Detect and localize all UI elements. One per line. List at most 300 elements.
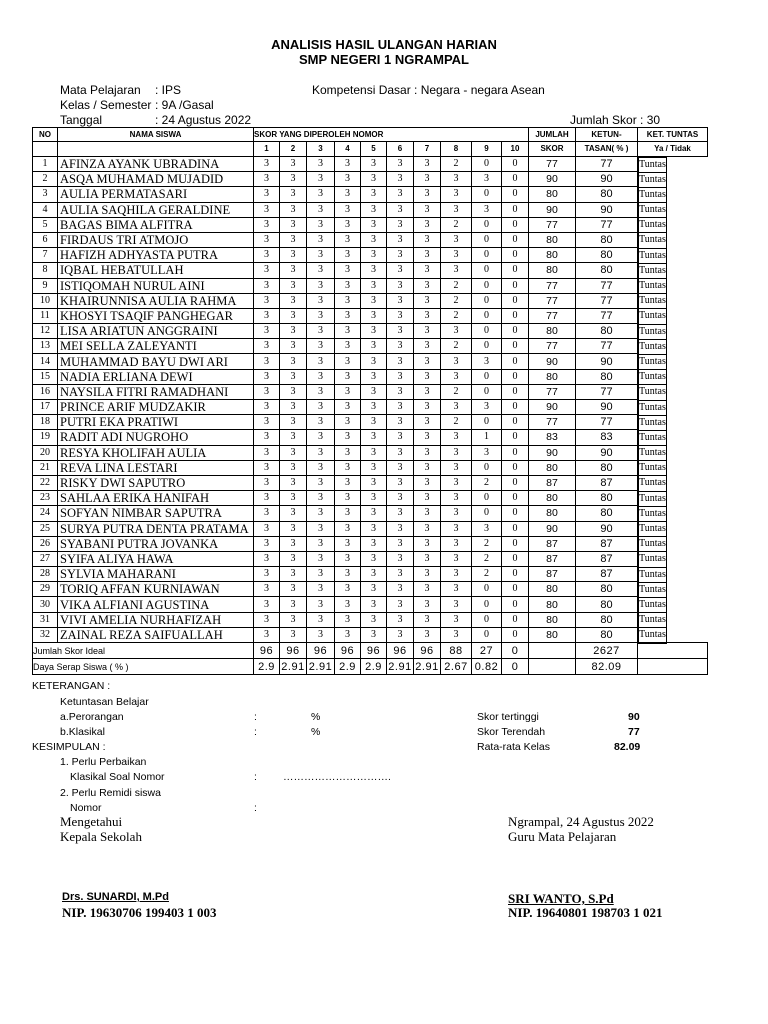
completion-status-cell: Tuntas	[638, 202, 667, 218]
score-cell: 0	[502, 430, 529, 445]
score-cell: 3	[414, 597, 441, 612]
score-cell: 3	[307, 536, 335, 551]
score-cell: 2	[441, 217, 472, 232]
completion-status-cell: Tuntas	[638, 324, 667, 340]
score-cell: 3	[307, 460, 335, 475]
completion-percent-cell: 80	[576, 324, 638, 339]
score-cell: 3	[280, 491, 307, 506]
score-cell: 3	[280, 536, 307, 551]
score-cell: 3	[361, 460, 387, 475]
score-cell: 3	[254, 202, 280, 217]
score-cell: 3	[387, 157, 414, 172]
table-row	[33, 460, 708, 475]
score-cell: 0	[472, 627, 502, 642]
score-cell: 3	[335, 475, 361, 490]
score-cell: 3	[414, 491, 441, 506]
score-cell: 3	[280, 445, 307, 460]
total-score-cell: 77	[529, 293, 576, 308]
score-cell: 3	[361, 308, 387, 323]
score-cell: 3	[254, 400, 280, 415]
score-cell: 3	[361, 217, 387, 232]
score-cell: 3	[361, 521, 387, 536]
score-cell: 3	[280, 460, 307, 475]
score-cell: 3	[335, 445, 361, 460]
completion-percent-cell: 90	[576, 445, 638, 460]
blank-cell	[33, 142, 58, 157]
score-cell: 0	[472, 187, 502, 202]
score-cell: 3	[441, 324, 472, 339]
row-number: 29	[33, 582, 58, 597]
table-row	[33, 475, 708, 490]
col-name-header: NAMA SISWA	[58, 128, 254, 142]
score-cell: 3	[441, 536, 472, 551]
date-label: Tanggal	[60, 113, 103, 127]
student-name: PRINCE ARIF MUDZAKIR	[58, 400, 254, 415]
completion-status-cell: Tuntas	[638, 217, 667, 233]
score-cell: 3	[414, 612, 441, 627]
score-table	[32, 127, 708, 675]
student-name: SOFYAN NIMBAR SAPUTRA	[58, 506, 254, 521]
score-cell: 3	[387, 415, 414, 430]
score-cell: 0	[502, 445, 529, 460]
total-score-cell: 90	[529, 445, 576, 460]
score-cell: 3	[387, 278, 414, 293]
question-number-header: 6	[387, 142, 414, 157]
absorption-cell: 0.82	[472, 659, 502, 675]
score-cell: 0	[502, 217, 529, 232]
score-cell: 3	[335, 506, 361, 521]
score-cell: 3	[335, 339, 361, 354]
klasikal-soal-colon: :	[254, 771, 257, 783]
ideal-score-cell: 96	[361, 643, 387, 659]
table-row	[33, 627, 708, 642]
score-cell: 3	[335, 551, 361, 566]
student-name: NAYSILA FITRI RAMADHANI	[58, 384, 254, 399]
score-cell: 3	[414, 415, 441, 430]
table-row	[33, 582, 708, 597]
score-cell: 3	[387, 339, 414, 354]
score-cell: 3	[361, 232, 387, 247]
score-cell: 3	[254, 612, 280, 627]
score-cell: 3	[387, 263, 414, 278]
header-row	[33, 128, 708, 142]
question-number-header: 2	[280, 142, 307, 157]
total-score-cell: 80	[529, 248, 576, 263]
blank-cell	[638, 643, 708, 659]
score-cell: 3	[414, 354, 441, 369]
score-cell: 3	[280, 202, 307, 217]
score-cell: 3	[335, 248, 361, 263]
score-cell: 3	[414, 324, 441, 339]
score-cell: 0	[472, 263, 502, 278]
score-cell: 3	[414, 475, 441, 490]
completion-percent-cell: 77	[576, 278, 638, 293]
score-cell: 3	[414, 232, 441, 247]
score-cell: 3	[472, 202, 502, 217]
total-score-cell: 80	[529, 187, 576, 202]
completion-percent-cell: 77	[576, 293, 638, 308]
score-cell: 2	[441, 415, 472, 430]
score-cell: 3	[307, 551, 335, 566]
score-cell: 3	[441, 172, 472, 187]
score-cell: 3	[361, 612, 387, 627]
table-row	[33, 172, 708, 187]
score-cell: 3	[414, 172, 441, 187]
completion-status-cell: Tuntas	[638, 384, 667, 400]
ideal-score-cell: 96	[280, 643, 307, 659]
completion-percent-cell: 80	[576, 582, 638, 597]
score-cell: 3	[307, 415, 335, 430]
score-cell: 0	[502, 308, 529, 323]
completion-status-cell: Tuntas	[638, 612, 667, 628]
score-cell: 3	[414, 445, 441, 460]
klasikal-soal-label: Klasikal Soal Nomor	[70, 771, 165, 783]
question-number-header: 9	[472, 142, 502, 157]
question-number-header: 3	[307, 142, 335, 157]
score-cell: 0	[502, 354, 529, 369]
score-cell: 3	[307, 263, 335, 278]
total-score-cell: 90	[529, 521, 576, 536]
row-number: 17	[33, 400, 58, 415]
row-number: 16	[33, 384, 58, 399]
completion-percent-cell: 87	[576, 536, 638, 551]
score-cell: 3	[254, 582, 280, 597]
headmaster-nip: NIP. 19630706 199403 1 003	[62, 905, 217, 920]
col-ya-tidak-header: Ya / Tidak	[638, 142, 708, 157]
score-cell: 3	[441, 369, 472, 384]
score-cell: 0	[502, 202, 529, 217]
score-cell: 3	[335, 430, 361, 445]
score-cell: 3	[335, 612, 361, 627]
total-score-cell: 80	[529, 324, 576, 339]
score-cell: 0	[472, 217, 502, 232]
score-cell: 3	[254, 627, 280, 642]
score-cell: 3	[414, 400, 441, 415]
score-cell: 3	[472, 172, 502, 187]
completion-percent-cell: 80	[576, 597, 638, 612]
completion-status-cell: Tuntas	[638, 445, 667, 461]
score-cell: 3	[280, 400, 307, 415]
total-score-cell: 77	[529, 384, 576, 399]
score-cell: 3	[335, 415, 361, 430]
total-score-cell: 90	[529, 400, 576, 415]
total-score-cell: 80	[529, 460, 576, 475]
score-cell: 3	[414, 521, 441, 536]
score-cell: 3	[414, 202, 441, 217]
completion-percent-cell: 90	[576, 202, 638, 217]
row-number: 32	[33, 627, 58, 642]
guru-mapel-text: Guru Mata Pelajaran	[508, 829, 617, 844]
ideal-score-cell: 27	[472, 643, 502, 659]
table-row	[33, 521, 708, 536]
score-cell: 3	[361, 354, 387, 369]
row-number: 7	[33, 248, 58, 263]
completion-status-cell: Tuntas	[638, 400, 667, 416]
table-row	[33, 278, 708, 293]
score-cell: 3	[414, 384, 441, 399]
score-cell: 3	[280, 551, 307, 566]
score-cell: 3	[254, 172, 280, 187]
question-number-header: 8	[441, 142, 472, 157]
score-cell: 3	[387, 293, 414, 308]
absorption-total-cell: 82.09	[576, 659, 638, 675]
absorption-cell: 2.9	[335, 659, 361, 675]
score-cell: 0	[502, 324, 529, 339]
score-cell: 3	[307, 232, 335, 247]
score-cell: 3	[472, 400, 502, 415]
score-cell: 0	[472, 369, 502, 384]
score-cell: 3	[361, 445, 387, 460]
headmaster-name: Drs. SUNARDI, M.Pd	[62, 891, 169, 903]
table-row	[33, 506, 708, 521]
row-number: 25	[33, 521, 58, 536]
score-cell: 0	[472, 293, 502, 308]
score-cell: 0	[472, 460, 502, 475]
score-cell: 3	[361, 248, 387, 263]
score-cell: 3	[361, 506, 387, 521]
score-cell: 3	[361, 339, 387, 354]
table-row	[33, 324, 708, 339]
score-cell: 0	[502, 536, 529, 551]
score-cell: 3	[307, 627, 335, 642]
score-cell: 0	[502, 369, 529, 384]
completion-status-cell: Tuntas	[638, 567, 667, 583]
score-cell: 3	[254, 536, 280, 551]
score-cell: 0	[502, 551, 529, 566]
row-number: 31	[33, 612, 58, 627]
ideal-score-cell: 96	[387, 643, 414, 659]
row-number: 30	[33, 597, 58, 612]
score-cell: 3	[307, 475, 335, 490]
student-name: HAFIZH ADHYASTA PUTRA	[58, 248, 254, 263]
score-cell: 0	[502, 475, 529, 490]
total-score-cell: 83	[529, 430, 576, 445]
student-name: ISTIQOMAH NURUL AINI	[58, 278, 254, 293]
score-cell: 3	[280, 172, 307, 187]
score-cell: 3	[307, 217, 335, 232]
score-cell: 3	[361, 567, 387, 582]
total-score-cell: 80	[529, 369, 576, 384]
score-cell: 3	[441, 506, 472, 521]
score-cell: 3	[361, 172, 387, 187]
date-value: : 24 Agustus 2022	[155, 113, 252, 127]
score-cell: 3	[387, 324, 414, 339]
score-cell: 0	[472, 415, 502, 430]
score-cell: 3	[387, 187, 414, 202]
score-cell: 3	[307, 324, 335, 339]
score-cell: 3	[414, 308, 441, 323]
score-cell: 3	[307, 521, 335, 536]
score-cell: 0	[472, 157, 502, 172]
score-cell: 3	[335, 460, 361, 475]
table-row	[33, 369, 708, 384]
student-name: VIKA ALFIANI AGUSTINA	[58, 597, 254, 612]
total-score-cell: 77	[529, 278, 576, 293]
completion-percent-cell: 80	[576, 248, 638, 263]
score-cell: 0	[472, 324, 502, 339]
completion-status-cell: Tuntas	[638, 278, 667, 294]
completion-percent-cell: 80	[576, 369, 638, 384]
score-cell: 3	[472, 445, 502, 460]
completion-percent-cell: 90	[576, 354, 638, 369]
score-cell: 3	[254, 263, 280, 278]
absorption-cell: 2.91	[281, 660, 305, 673]
completion-percent-cell: 80	[576, 460, 638, 475]
table-row	[33, 567, 708, 582]
row-number: 28	[33, 567, 58, 582]
total-score-cell: 90	[529, 202, 576, 217]
student-name: VIVI AMELIA NURHAFIZAH	[58, 612, 254, 627]
score-cell: 2	[441, 308, 472, 323]
score-cell: 3	[387, 612, 414, 627]
teacher-nip: NIP. 19640801 198703 1 021	[508, 905, 663, 920]
total-score-cell: 80	[529, 612, 576, 627]
score-cell: 3	[387, 202, 414, 217]
score-cell: 3	[335, 354, 361, 369]
score-cell: 3	[361, 430, 387, 445]
completion-status-cell: Tuntas	[638, 491, 667, 507]
table-row	[33, 445, 708, 460]
student-name: TORIQ AFFAN KURNIAWAN	[58, 582, 254, 597]
table-row	[33, 536, 708, 551]
score-cell: 3	[441, 582, 472, 597]
student-name: KHAIRUNNISA AULIA RAHMA	[58, 293, 254, 308]
score-cell: 3	[307, 506, 335, 521]
completion-percent-cell: 90	[576, 400, 638, 415]
row-number: 6	[33, 232, 58, 247]
row-number: 11	[33, 308, 58, 323]
completion-percent-cell: 77	[576, 217, 638, 232]
completion-status-cell: Tuntas	[638, 172, 667, 188]
absorption-label: Daya Serap Siswa ( % )	[33, 659, 254, 675]
completion-percent-cell: 80	[576, 506, 638, 521]
blank-cell	[58, 142, 254, 157]
score-cell: 3	[361, 187, 387, 202]
score-cell: 3	[361, 384, 387, 399]
nomor-label: Nomor	[70, 802, 102, 814]
class-value: : 9A /Gasal	[155, 98, 214, 112]
row-number: 4	[33, 202, 58, 217]
table-row	[33, 232, 708, 247]
score-cell: 3	[307, 597, 335, 612]
klasikal-colon: :	[254, 726, 257, 738]
score-cell: 3	[441, 202, 472, 217]
ideal-score-row	[33, 643, 708, 659]
score-cell: 0	[472, 491, 502, 506]
completion-status-cell: Tuntas	[638, 460, 667, 476]
score-cell: 3	[254, 248, 280, 263]
row-number: 2	[33, 172, 58, 187]
score-cell: 0	[472, 506, 502, 521]
score-cell: 3	[387, 506, 414, 521]
perorangan-colon: :	[254, 711, 257, 723]
table-row	[33, 187, 708, 202]
score-cell: 3	[414, 430, 441, 445]
score-cell: 3	[387, 369, 414, 384]
score-cell: 3	[307, 582, 335, 597]
completion-percent-cell: 80	[576, 627, 638, 642]
score-cell: 3	[414, 536, 441, 551]
score-cell: 0	[502, 187, 529, 202]
score-cell: 0	[502, 460, 529, 475]
score-cell: 2	[441, 157, 472, 172]
ideal-score-cell: 88	[441, 643, 472, 659]
score-cell: 3	[361, 293, 387, 308]
score-cell: 0	[502, 278, 529, 293]
score-cell: 3	[335, 308, 361, 323]
score-cell: 3	[441, 187, 472, 202]
row-number: 5	[33, 217, 58, 232]
score-cell: 3	[414, 278, 441, 293]
col-jumlah-header: JUMLAH	[529, 128, 576, 142]
row-number: 27	[33, 551, 58, 566]
table-row	[33, 491, 708, 506]
score-cell: 3	[441, 263, 472, 278]
score-cell: 3	[254, 157, 280, 172]
score-cell: 3	[254, 278, 280, 293]
total-score-cell: 77	[529, 415, 576, 430]
score-cell: 3	[254, 354, 280, 369]
row-number: 22	[33, 475, 58, 490]
completion-percent-cell: 77	[576, 384, 638, 399]
lowest-score-value: 77	[628, 726, 640, 738]
score-cell: 3	[387, 400, 414, 415]
question-number-header: 10	[502, 142, 529, 157]
total-score-cell: 80	[529, 263, 576, 278]
score-cell: 3	[361, 475, 387, 490]
score-cell: 3	[254, 324, 280, 339]
place-date-text: Ngrampal, 24 Agustus 2022	[508, 814, 654, 829]
subject-value: : IPS	[155, 83, 182, 97]
table-row	[33, 308, 708, 323]
score-cell: 3	[254, 415, 280, 430]
score-cell: 3	[387, 536, 414, 551]
score-cell: 3	[280, 521, 307, 536]
ideal-score-label: Jumlah Skor Ideal	[33, 643, 254, 659]
row-number: 20	[33, 445, 58, 460]
score-cell: 3	[254, 460, 280, 475]
score-cell: 3	[441, 400, 472, 415]
score-cell: 3	[307, 339, 335, 354]
completion-status-cell: Tuntas	[638, 369, 667, 385]
school-name: SMP NEGERI 1 NGRAMPAL	[299, 52, 469, 67]
class-average-value: 82.09	[614, 741, 641, 753]
score-cell: 3	[280, 597, 307, 612]
score-cell: 3	[307, 384, 335, 399]
score-cell: 3	[414, 506, 441, 521]
completion-status-cell: Tuntas	[638, 415, 667, 431]
score-cell: 3	[361, 551, 387, 566]
total-score-cell: 80	[529, 597, 576, 612]
completion-status-cell: Tuntas	[638, 597, 667, 613]
total-score-cell: 80	[529, 232, 576, 247]
score-cell: 3	[361, 278, 387, 293]
score-cell: 3	[387, 597, 414, 612]
score-cell: 3	[441, 232, 472, 247]
score-cell: 3	[254, 506, 280, 521]
completion-status-cell: Tuntas	[638, 263, 667, 279]
score-cell: 0	[502, 415, 529, 430]
completion-status-cell: Tuntas	[638, 157, 667, 173]
keterangan-title: KETERANGAN :	[32, 680, 111, 692]
score-cell: 3	[414, 551, 441, 566]
score-cell: 0	[502, 521, 529, 536]
klasikal-pct: %	[311, 726, 321, 738]
score-cell: 3	[254, 491, 280, 506]
completion-status-cell: Tuntas	[638, 248, 667, 264]
completion-status-cell: Tuntas	[638, 551, 667, 567]
score-cell: 3	[335, 263, 361, 278]
